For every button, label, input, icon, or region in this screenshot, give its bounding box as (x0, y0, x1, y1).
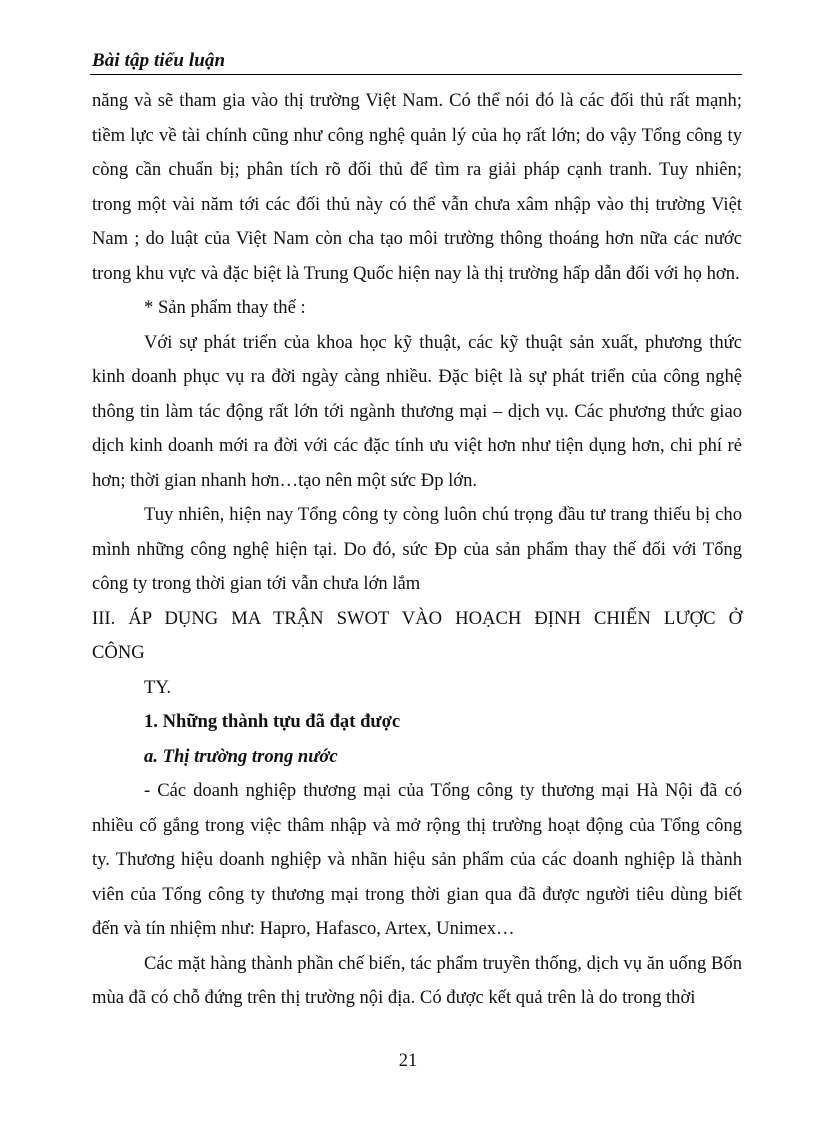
running-header: Bài tập tiểu luận (92, 50, 226, 71)
section-heading (92, 602, 742, 706)
header-rule (90, 74, 742, 75)
section-heading-line2: TY. (144, 676, 172, 698)
page-body (92, 84, 742, 1016)
section-heading-line1: III. ÁP DỤNG MA TRẬN SWOT VÀO HOẠCH ĐỊNH CHIẾN LƯỢC Ở CÔNG (92, 607, 742, 663)
paragraph-brands: - Các doanh nghiệp thương mại của Tổng công ty thương mại Hà Nội đã có nhiều cố gắng trong việc thâm nhập và mở rộng thị trường hoạt động của Tổng công ty. Thương hiệu doanh nghiệp và nhãn hiệu sản phẩm của các doanh nghiệp là thành viên của Tổng công ty thương mại trong thời gian qua đã được người tiêu dùng biết đến và tín nhiệm như: Hapro, Hafasco, Artex, Unimex… (92, 780, 742, 939)
paragraph-products: Các mặt hàng thành phần chế biến, tác phẩm truyền thống, dịch vụ ăn uống Bốn mùa đã có chỗ đứng trên thị trường nội địa. Có được kết quả trên là do trong thời (92, 952, 742, 1008)
paragraph-competitors: năng và sẽ tham gia vào thị trường Việt Nam. Có thể nói đó là các đối thủ rất mạnh; tiềm lực về tài chính cũng như công nghệ quản lý của họ rất lớn; do vậy Tổng công ty còng cần chuẩn bị; phân tích rõ đối thủ để tìm ra giải pháp cạnh tranh. Tuy nhiên; trong một vài năm tới các đối thủ này có thể vẫn chưa xâm nhập vào thị trường Việt Nam ; do luật của Việt Nam còn cha tạo môi trường thông thoáng hơn nữa các nước trong khu vực và đặc biệt là Trung Quốc hiện nay là thị trường hấp dẫn đối với họ hơn. (92, 90, 742, 284)
paragraph-investment: Tuy nhiên, hiện nay Tổng công ty còng luôn chú trọng đầu tư trang thiếu bị cho mình những công nghệ hiện tại. Do đó, sức Ðp của sản phẩm thay thế đối với Tổng công ty trong thời gian tới vẫn chưa lớn lắm (92, 504, 742, 594)
paragraph-technology: Với sự phát triển của khoa học kỹ thuật, các kỹ thuật sản xuất, phương thức kinh doanh phục vụ ra đời ngày càng nhiều. Đặc biệt là sự phát triển của công nghệ thông tin làm tác động rất lớn tới ngành thương mại – dịch vụ. Các phương thức giao dịch kinh doanh mới ra đời với các đặc tính ưu việt hơn như tiện dụng hơn, chi phí rẻ hơn; thời gian nhanh hơn…tạo nên một sức Ðp lớn. (92, 331, 742, 491)
subheading-achievements: 1. Những thành tựu đã đạt được (144, 711, 401, 732)
subheading-domestic-market: a. Thị trường trong nước (144, 745, 338, 767)
page-number: 21 (398, 1050, 418, 1071)
paragraph-substitutes-label: * Sản phẩm thay thế : (144, 297, 306, 318)
